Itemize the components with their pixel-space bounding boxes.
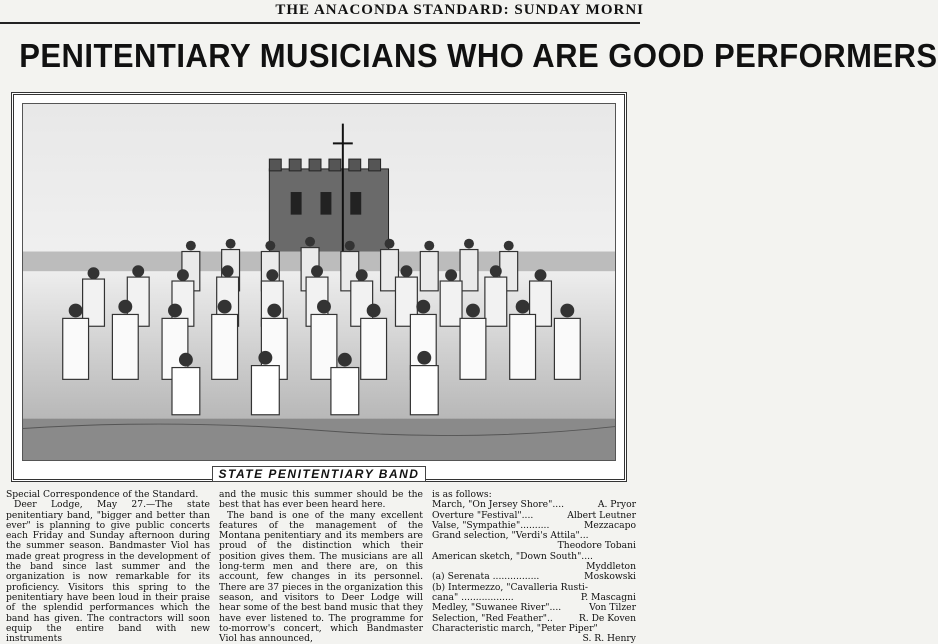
programme-item: Myddleton bbox=[586, 561, 636, 573]
article-body bbox=[6, 489, 636, 644]
programme-item: Selection, "Red Feather".. R. De Koven bbox=[432, 612, 636, 624]
programme-item: (b) Intermezzo, "Cavalleria Rusti- bbox=[432, 581, 588, 593]
photo-caption bbox=[14, 467, 624, 481]
programme-item: (a) Serenata ................ Moskowski bbox=[432, 571, 636, 583]
newspaper-masthead bbox=[0, 0, 644, 24]
article-paragraph-1: Deer Lodge, May 27.—The state penitentiary band, "bigger and better than ever" is planning to give public concerts each Friday and Sunday afternoon during the summer season. Bandmaster Viol has made great progress in the development of the band since last summer and the organization is now remarkable for its proficiency. Visitors this spring to the penitentiary have been loud in their praise of the splendid performances which the band has given. The contractors will soon equip the entire band with new instruments bbox=[6, 499, 210, 644]
programme-item: Overture "Festival".... Albert Leutner bbox=[432, 509, 636, 521]
prison-tower bbox=[269, 124, 388, 272]
programme-item: American sketch, "Down South".... bbox=[432, 550, 593, 562]
programme-item: Theodore Tobani bbox=[557, 540, 636, 552]
article-paragraph-2: and the music this summer should be the best that has ever been heard here. bbox=[219, 489, 423, 511]
programme-item: S. R. Henry bbox=[582, 633, 636, 644]
programme-list bbox=[432, 500, 636, 644]
programme-item: Characteristic march, "Peter Piper" bbox=[432, 622, 598, 634]
article-column-1 bbox=[6, 489, 210, 644]
article-column-2 bbox=[219, 489, 424, 644]
headline: PENITENTIARY MUSICIANS WHO ARE GOOD PERFORMERS bbox=[19, 37, 938, 74]
masthead-text: THE ANACONDA STANDARD: SUNDAY MORNI bbox=[275, 2, 644, 18]
programme-item: Medley, "Suwanee River".... Von Tilzer bbox=[432, 602, 636, 614]
photo-caption-text: STATE PENITENTIARY BAND bbox=[212, 466, 427, 482]
article-paragraph-3: The band is one of the many excellent features of the management of the Montana penitentiary and its members are proud of the distinction which their position gives them. The musicians are all long-term men and there are, on this account, few changes in its personnel. There are 37 pieces in the organization this season, and visitors to Deer Lodge will hear some of the best band music that they have ever listened to. The programme for to-morrow's concert, which Bandmaster Viol has announced, bbox=[219, 509, 424, 644]
programme-item: March, "On Jersey Shore".... A. Pryor bbox=[432, 499, 636, 511]
band-photograph bbox=[22, 103, 616, 461]
programme-item: Valse, "Sympathie".......... Mezzacapo bbox=[432, 519, 636, 531]
photo-frame bbox=[11, 92, 627, 482]
programme-item: Grand selection, "Verdi's Attila"... bbox=[432, 530, 589, 542]
article-column-3 bbox=[432, 489, 636, 644]
article-byline: Special Correspondence of the Standard. bbox=[6, 489, 199, 500]
photo-illustration bbox=[23, 104, 615, 460]
programme-item: cana" .................. P. Mascagni bbox=[432, 591, 636, 603]
programme-intro: is as follows: bbox=[432, 489, 492, 500]
